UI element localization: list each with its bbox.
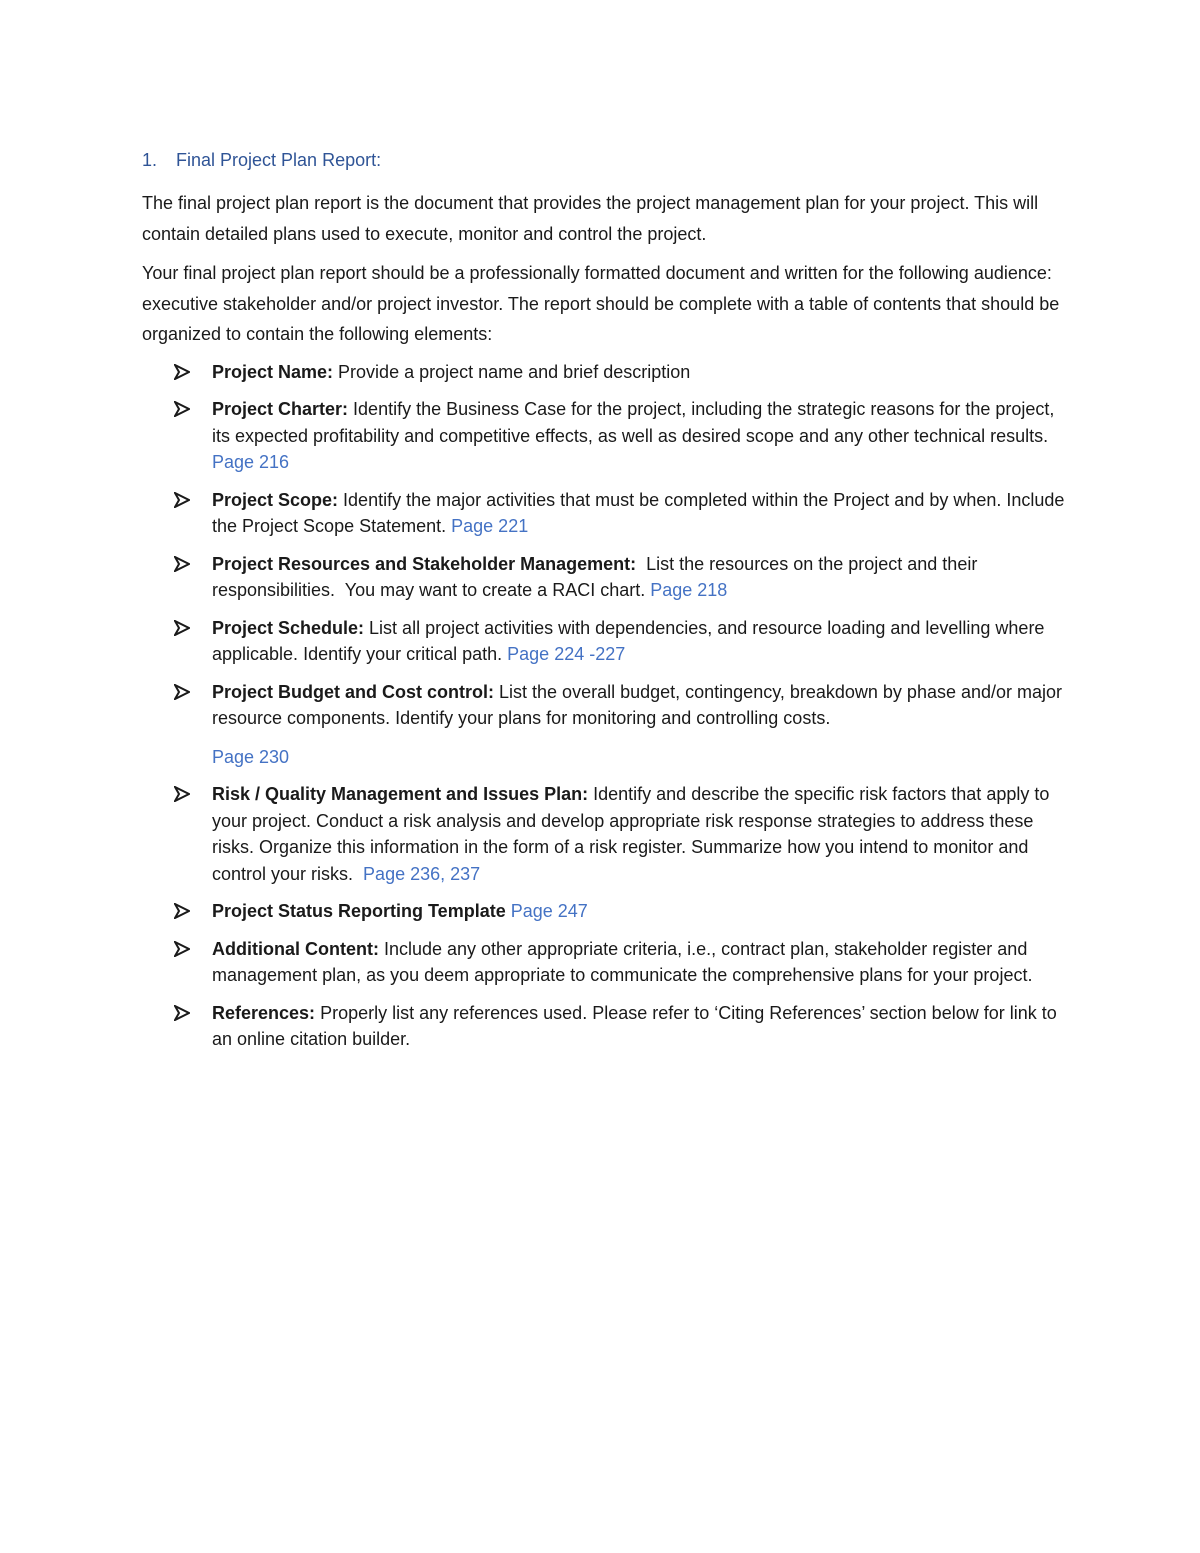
list-item [142, 1000, 1067, 1053]
arrow-bullet-icon [174, 364, 190, 380]
item-text: Identify and describe the specific risk factors that apply to your project. Conduct a risk analysis and develop appropriate risk response strategies to address these risks. Organize this information in the form of a risk register. Summarize how you intend to monitor and control your risks. [212, 784, 1055, 884]
audience-paragraph: Your final project plan report should be a professionally formatted document and written for the following audience: executive stakeholder and/or project investor. The report should be complete with a table of contents that should be organized to contain the following elements: [142, 263, 1060, 344]
arrow-bullet-icon [174, 684, 190, 700]
list-item [142, 781, 1067, 887]
item-label: Project Resources and Stakeholder Management: [212, 553, 637, 574]
item-label: Project Charter: [212, 399, 349, 419]
item-text: Provide a project name and brief description [333, 361, 691, 382]
arrow-bullet-icon [174, 903, 190, 919]
page-reference-link[interactable]: Page 221 [451, 516, 529, 536]
arrow-bullet-icon [174, 492, 190, 508]
item-label: Additional Content: [212, 938, 379, 959]
arrow-bullet-icon [174, 401, 190, 417]
page-reference-link[interactable]: Page 236, 237 [363, 863, 481, 884]
item-text: Identify the major activities that must be completed within the Project and by when. Include the Project Scope Statement. [212, 489, 1070, 536]
item-text: List the overall budget, contingency, breakdown by phase and/or major resource components. Identify your plans for monitoring and controlling costs. [212, 681, 1068, 728]
page-reference-link[interactable]: Page 216 [212, 452, 290, 472]
item-label: Project Status Reporting Template [212, 901, 506, 921]
intro-paragraph: The final project plan report is the document that provides the project management plan for your project. This will contain detailed plans used to execute, monitor and control the project. [142, 193, 1039, 244]
list-item [142, 936, 1067, 989]
item-text: Properly list any references used. Please refer to ‘Citing References’ section below for link to an online citation builder. [212, 1002, 1062, 1049]
list-item [142, 898, 1067, 925]
arrow-bullet-icon [174, 786, 190, 802]
arrow-bullet-icon [174, 620, 190, 636]
elements-list [142, 359, 1070, 1053]
page-reference-link[interactable]: Page 224 -227 [507, 644, 626, 664]
section-heading [142, 146, 1067, 174]
item-label: Project Name: [212, 361, 334, 382]
section-number: 1. [142, 150, 158, 170]
page-reference-link[interactable]: Page 247 [510, 901, 588, 921]
list-item [142, 679, 1067, 771]
item-text: List all project activities with dependencies, and resource loading and levelling where applicable. Identify your critical path. [212, 617, 1050, 664]
page-reference-link[interactable]: Page 230 [212, 746, 290, 767]
page-reference-link[interactable]: Page 218 [650, 580, 728, 600]
list-item [142, 396, 1067, 476]
item-text: Identify the Business Case for the project, including the strategic reasons for the project, its expected profitability and competitive effects, as well as desired scope and any other technical results. [212, 399, 1060, 446]
list-item [142, 551, 1067, 604]
item-label: Project Scope: [212, 489, 339, 510]
item-label: Project Schedule: [212, 617, 365, 638]
document-page [142, 146, 1070, 1064]
item-label: References: [212, 1002, 316, 1023]
item-label: Risk / Quality Management and Issues Plan: [212, 784, 589, 804]
arrow-bullet-icon [174, 1005, 190, 1021]
arrow-bullet-icon [174, 556, 190, 572]
list-item [142, 359, 1067, 386]
item-label: Project Budget and Cost control: [212, 681, 495, 702]
item-text: List the resources on the project and their responsibilities. You may want to create a RACI chart. [212, 553, 983, 600]
list-item [142, 487, 1070, 540]
item-text: Include any other appropriate criteria, i.e., contract plan, stakeholder register and management plan, as you deem appropriate to communicate the comprehensive plans for your project. [212, 938, 1033, 985]
arrow-bullet-icon [174, 941, 190, 957]
section-title: Final Project Plan Report: [176, 150, 382, 170]
list-item [142, 615, 1067, 668]
